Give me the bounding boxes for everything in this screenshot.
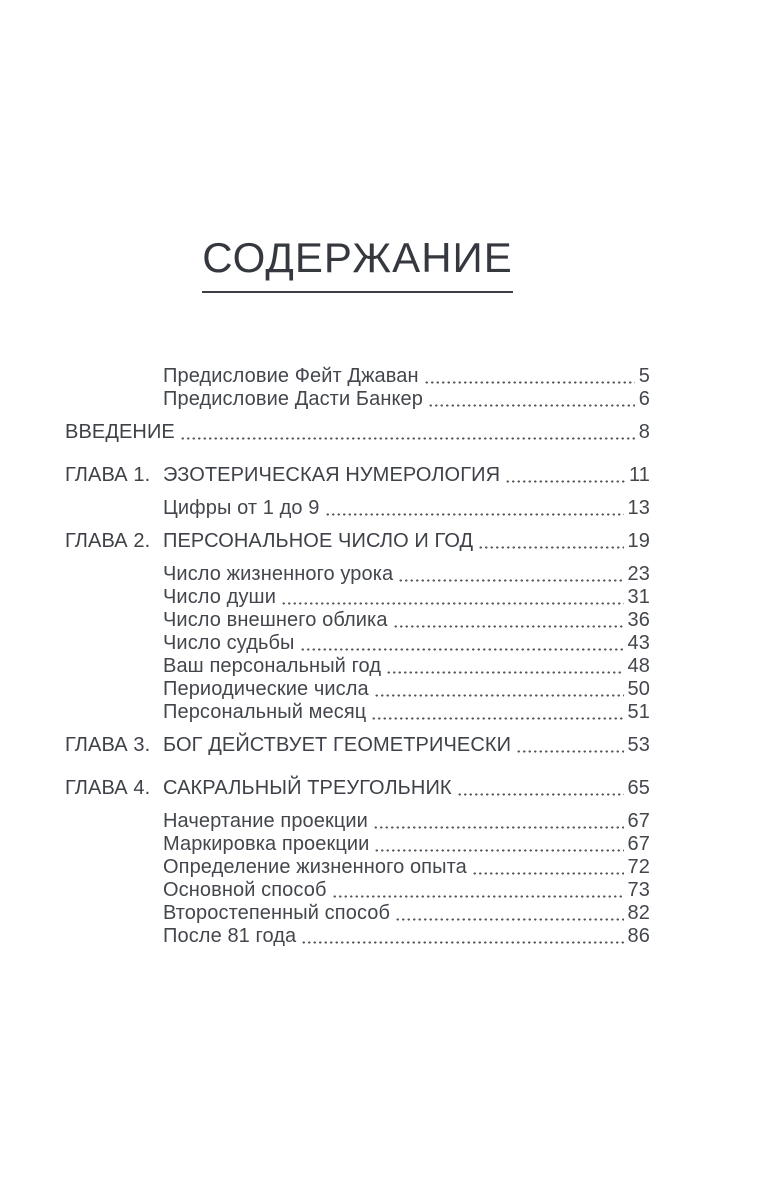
toc-entry-title: Цифры от 1 до 9	[163, 497, 320, 519]
toc-entry[interactable]	[65, 879, 650, 902]
toc-leader-dots	[281, 602, 624, 605]
toc-entry-page-number: 6	[638, 388, 650, 410]
toc-entry-title: Число жизненного урока	[163, 563, 394, 585]
toc-leader-dots	[472, 872, 624, 875]
toc-entry-page-number: 82	[627, 902, 650, 924]
toc-leader-dots	[374, 849, 623, 852]
toc-leader-dots	[373, 826, 624, 829]
toc-entry-title: Определение жизненного опыта	[163, 856, 467, 878]
toc-leader-dots	[386, 671, 623, 674]
toc-leader-dots	[398, 579, 623, 582]
toc-leader-dots	[478, 546, 623, 549]
toc-entry-title: БОГ ДЕЙСТВУЕТ ГЕОМЕТРИЧЕСКИ	[163, 734, 512, 756]
toc-entry-title: Основной способ	[163, 879, 327, 901]
toc-leader-dots	[395, 918, 624, 921]
toc-entry-title: Периодические числа	[163, 678, 369, 700]
toc-leader-dots	[374, 694, 624, 697]
toc-entry-title: Персональный месяц	[163, 701, 367, 723]
toc-entry[interactable]	[65, 586, 650, 609]
toc-entry-title: Второстепенный способ	[163, 902, 391, 924]
toc-entry-page-number: 13	[627, 497, 650, 519]
toc-entry-page-number: 8	[638, 421, 650, 443]
toc-entry-page-number: 11	[629, 464, 650, 486]
toc-entry[interactable]	[65, 609, 650, 632]
table-of-contents	[65, 365, 650, 948]
toc-entry-title: После 81 года	[163, 925, 297, 947]
toc-entry-title: ПЕРСОНАЛЬНОЕ ЧИСЛО И ГОД	[163, 530, 474, 552]
toc-leader-dots	[371, 717, 623, 720]
toc-entry-title: ЭЗОТЕРИЧЕСКАЯ НУМЕРОЛОГИЯ	[163, 464, 501, 486]
toc-entry-title: Ваш персональный год	[163, 655, 382, 677]
toc-leader-dots	[457, 793, 624, 796]
toc-entry-title: Число души	[163, 586, 276, 608]
toc-entry-page-number: 50	[627, 678, 650, 700]
toc-entry-page-number: 73	[627, 879, 650, 901]
toc-entry-page-number: 36	[627, 609, 650, 631]
toc-entry-page-number: 67	[627, 810, 650, 832]
toc-entry-title: Число судьбы	[163, 632, 295, 654]
toc-entry[interactable]	[65, 902, 650, 925]
toc-leader-dots	[505, 480, 625, 483]
toc-entry-chapter-label: ГЛАВА 4.	[65, 777, 151, 799]
toc-entry[interactable]	[65, 632, 650, 655]
toc-entry-chapter-label: ГЛАВА 3.	[65, 734, 151, 756]
toc-entry-chapter-label: ГЛАВА 1.	[65, 464, 151, 486]
toc-entry[interactable]	[65, 464, 650, 487]
toc-entry[interactable]	[65, 777, 650, 800]
toc-leader-dots	[516, 750, 623, 753]
toc-entry[interactable]	[65, 563, 650, 586]
page-title: СОДЕРЖАНИЕ	[202, 236, 512, 293]
toc-entry-title: ВВЕДЕНИЕ	[65, 421, 175, 443]
toc-entry-page-number: 31	[627, 586, 650, 608]
toc-leader-dots	[300, 648, 624, 651]
toc-entry-title: САКРАЛЬНЫЙ ТРЕУГОЛЬНИК	[163, 777, 452, 799]
toc-leader-dots	[393, 625, 624, 628]
toc-entry[interactable]	[65, 856, 650, 879]
toc-entry-page-number: 43	[627, 632, 650, 654]
toc-entry[interactable]	[65, 701, 650, 724]
toc-entry[interactable]	[65, 388, 650, 411]
toc-entry-title: Предисловие Фейт Джаван	[163, 365, 419, 387]
toc-leader-dots	[332, 895, 624, 898]
toc-entry[interactable]	[65, 530, 650, 553]
toc-entry-page-number: 5	[638, 365, 650, 387]
toc-entry-page-number: 19	[627, 530, 650, 552]
toc-entry-title: Начертание проекции	[163, 810, 368, 832]
toc-entry-page-number: 53	[627, 734, 650, 756]
toc-entry[interactable]	[65, 421, 650, 444]
toc-entry-chapter-label: ГЛАВА 2.	[65, 530, 151, 552]
toc-entry-page-number: 48	[627, 655, 650, 677]
toc-entry[interactable]	[65, 365, 650, 388]
toc-entry[interactable]	[65, 734, 650, 757]
toc-entry-page-number: 23	[627, 563, 650, 585]
toc-entry-page-number: 51	[627, 701, 650, 723]
toc-entry-title: Число внешнего облика	[163, 609, 388, 631]
page-title-block	[65, 236, 650, 293]
toc-entry[interactable]	[65, 497, 650, 520]
toc-leader-dots	[301, 941, 623, 944]
toc-leader-dots	[325, 513, 624, 516]
toc-leader-dots	[424, 381, 635, 384]
toc-entry[interactable]	[65, 655, 650, 678]
toc-entry[interactable]	[65, 678, 650, 701]
toc-entry-title: Предисловие Дасти Банкер	[163, 388, 423, 410]
toc-entry[interactable]	[65, 925, 650, 948]
toc-entry-page-number: 86	[627, 925, 650, 947]
toc-leader-dots	[180, 437, 635, 440]
toc-leader-dots	[428, 404, 635, 407]
toc-entry-page-number: 67	[627, 833, 650, 855]
toc-entry-title: Маркировка проекции	[163, 833, 370, 855]
toc-entry-page-number: 72	[627, 856, 650, 878]
toc-entry[interactable]	[65, 810, 650, 833]
toc-entry-page-number: 65	[627, 777, 650, 799]
toc-entry[interactable]	[65, 833, 650, 856]
